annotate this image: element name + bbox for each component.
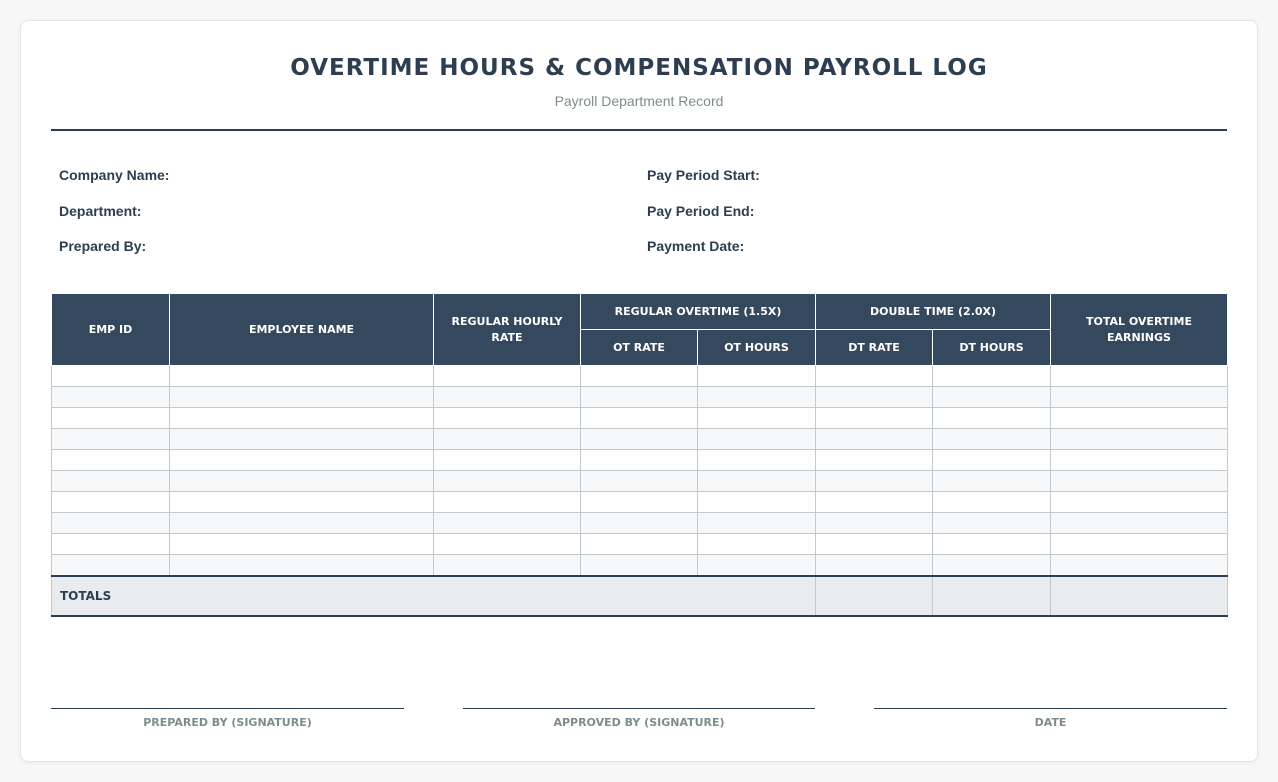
table-cell[interactable] (170, 450, 434, 471)
table-cell[interactable] (170, 513, 434, 534)
header-emp-id: EMP ID (52, 294, 170, 366)
table-cell[interactable] (581, 366, 698, 387)
table-cell[interactable] (170, 429, 434, 450)
table-cell[interactable] (1051, 534, 1228, 555)
table-cell[interactable] (816, 534, 933, 555)
table-cell[interactable] (434, 492, 581, 513)
table-row (52, 450, 1228, 471)
table-cell[interactable] (816, 555, 933, 576)
table-cell[interactable] (52, 429, 170, 450)
pay-period-end-label: Pay Period End: (647, 203, 755, 219)
table-cell[interactable] (434, 555, 581, 576)
table-row (52, 471, 1228, 492)
header-ot-hours: OT HOURS (698, 330, 816, 366)
table-cell[interactable] (581, 408, 698, 429)
prepared-by-label: Prepared By: (59, 238, 147, 254)
header-ot-rate: OT RATE (581, 330, 698, 366)
table-cell[interactable] (933, 555, 1051, 576)
table-cell[interactable] (933, 429, 1051, 450)
table-cell[interactable] (434, 450, 581, 471)
table-cell[interactable] (933, 492, 1051, 513)
table-cell[interactable] (698, 471, 816, 492)
table-row (52, 534, 1228, 555)
table-cell[interactable] (698, 555, 816, 576)
table-row (52, 555, 1228, 576)
table-cell[interactable] (52, 492, 170, 513)
table-cell[interactable] (698, 387, 816, 408)
header-double-time: DOUBLE TIME (2.0X) (816, 294, 1051, 330)
totals-label: TOTALS (52, 576, 816, 616)
table-cell[interactable] (170, 555, 434, 576)
table-cell[interactable] (698, 513, 816, 534)
table-cell[interactable] (581, 387, 698, 408)
table-cell[interactable] (434, 429, 581, 450)
table-cell[interactable] (698, 408, 816, 429)
table-cell[interactable] (52, 555, 170, 576)
table-cell[interactable] (170, 366, 434, 387)
table-cell[interactable] (816, 492, 933, 513)
table-cell[interactable] (581, 450, 698, 471)
table-cell[interactable] (581, 534, 698, 555)
table-cell[interactable] (816, 387, 933, 408)
table-cell[interactable] (170, 471, 434, 492)
table-row (52, 408, 1228, 429)
department-label: Department: (59, 203, 142, 219)
table-cell[interactable] (933, 513, 1051, 534)
pay-period-start-label: Pay Period Start: (647, 167, 760, 183)
table-cell[interactable] (816, 408, 933, 429)
table-cell[interactable] (434, 534, 581, 555)
table-row (52, 429, 1228, 450)
table-cell[interactable] (434, 513, 581, 534)
table-row (52, 492, 1228, 513)
header-total-overtime-earnings: TOTAL OVERTIME EARNINGS (1051, 294, 1228, 366)
approved-by-signature-line (463, 708, 815, 709)
table-cell[interactable] (170, 408, 434, 429)
table-cell[interactable] (52, 450, 170, 471)
totals-row (52, 576, 1228, 616)
table-cell[interactable] (52, 408, 170, 429)
table-cell[interactable] (434, 408, 581, 429)
table-cell[interactable] (1051, 366, 1228, 387)
table-cell[interactable] (581, 492, 698, 513)
table-cell[interactable] (698, 450, 816, 471)
prepared-by-signature-line (51, 708, 404, 709)
document-subtitle: Payroll Department Record (554, 93, 724, 109)
totals-cell[interactable] (933, 576, 1051, 616)
overtime-table (51, 293, 1228, 617)
totals-cell[interactable] (816, 576, 933, 616)
table-cell[interactable] (581, 513, 698, 534)
table-cell[interactable] (581, 429, 698, 450)
table-cell[interactable] (52, 387, 170, 408)
table-cell[interactable] (170, 387, 434, 408)
header-employee-name: EMPLOYEE NAME (170, 294, 434, 366)
table-row (52, 513, 1228, 534)
table-cell[interactable] (1051, 555, 1228, 576)
table-cell[interactable] (1051, 408, 1228, 429)
company-name-label: Company Name: (59, 167, 170, 183)
table-cell[interactable] (1051, 387, 1228, 408)
header-divider (51, 129, 1227, 131)
table-cell[interactable] (170, 534, 434, 555)
table-cell[interactable] (581, 471, 698, 492)
table-body (52, 366, 1228, 576)
table-row (52, 387, 1228, 408)
table-cell[interactable] (434, 387, 581, 408)
date-signature-label: DATE (1034, 716, 1067, 729)
totals-cell[interactable] (1051, 576, 1228, 616)
approved-by-signature-label: APPROVED BY (SIGNATURE) (553, 716, 725, 729)
header-regular-overtime: REGULAR OVERTIME (1.5X) (581, 294, 816, 330)
date-signature-line (874, 708, 1227, 709)
table-cell[interactable] (816, 513, 933, 534)
table-cell[interactable] (698, 429, 816, 450)
table-row (52, 366, 1228, 387)
table-cell[interactable] (52, 513, 170, 534)
table-cell[interactable] (933, 471, 1051, 492)
payment-date-label: Payment Date: (647, 238, 745, 254)
table-cell[interactable] (698, 534, 816, 555)
table-cell[interactable] (933, 534, 1051, 555)
table-cell[interactable] (933, 408, 1051, 429)
table-cell[interactable] (816, 450, 933, 471)
table-cell[interactable] (1051, 471, 1228, 492)
header-dt-hours: DT HOURS (933, 330, 1051, 366)
table-cell[interactable] (933, 387, 1051, 408)
table-cell[interactable] (1051, 450, 1228, 471)
table-cell[interactable] (1051, 513, 1228, 534)
header-regular-hourly-rate: REGULAR HOURLY RATE (434, 294, 581, 366)
table-cell[interactable] (581, 555, 698, 576)
table-cell[interactable] (933, 366, 1051, 387)
table-cell[interactable] (816, 429, 933, 450)
document-title: OVERTIME HOURS & COMPENSATION PAYROLL LOG (290, 55, 988, 81)
table-cell[interactable] (434, 366, 581, 387)
table-cell[interactable] (816, 471, 933, 492)
table-cell[interactable] (52, 471, 170, 492)
header-dt-rate: DT RATE (816, 330, 933, 366)
prepared-by-signature-label: PREPARED BY (SIGNATURE) (143, 716, 312, 729)
table-cell[interactable] (816, 366, 933, 387)
table-cell[interactable] (698, 492, 816, 513)
payroll-log-card (20, 20, 1258, 762)
table-cell[interactable] (698, 366, 816, 387)
table-cell[interactable] (1051, 492, 1228, 513)
table-cell[interactable] (933, 450, 1051, 471)
table-cell[interactable] (52, 534, 170, 555)
table-cell[interactable] (170, 492, 434, 513)
table-cell[interactable] (52, 366, 170, 387)
table-cell[interactable] (1051, 429, 1228, 450)
table-cell[interactable] (434, 471, 581, 492)
